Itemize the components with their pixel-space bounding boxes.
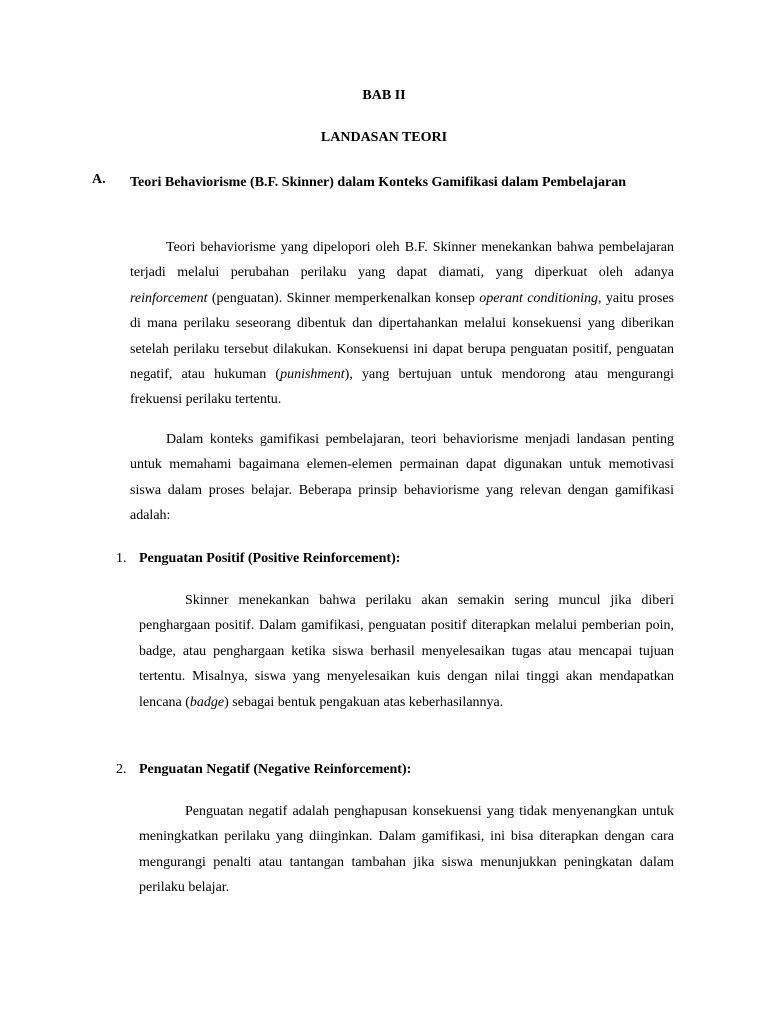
list-item-1-text-2: ) sebagai bentuk pengakuan atas keberhasilannya.	[224, 694, 504, 710]
list-item-1-emphasis-1: badge	[189, 694, 225, 710]
list-item-1-number: 1.	[116, 551, 127, 566]
paragraph-1-text-3: , yaitu proses di mana perilaku seseorang dibentuk dan dipertahankan melalui konsekuensi yang diberikan setelah perilaku tersebut dilakukan. Konsekuensi ini dapat berupa penguatan positif, penguatan negatif, atau hukuman (	[130, 290, 674, 383]
paragraph-1-emphasis-2: operant conditioning	[479, 290, 598, 306]
paragraph-1-emphasis-1: reinforcement	[130, 290, 208, 306]
paragraph-1-emphasis-3: punishment	[280, 367, 345, 383]
list-item-1-paragraph	[139, 588, 674, 715]
chapter-number: BAB II	[362, 88, 406, 103]
paragraph-1-text-1: Teori behaviorisme yang dipelopori oleh B.F. Skinner menekankan bahwa pembelajaran terjadi melalui perubahan perilaku yang dapat diamati, yang diperkuat oleh adanya	[130, 240, 674, 281]
paragraph-1-text-2: (penguatan). Skinner memperkenalkan konsep	[207, 290, 480, 306]
list-item-2-number: 2.	[116, 762, 127, 777]
list-item-1-text-1: Skinner menekankan bahwa perilaku akan semakin sering muncul jika diberi penghargaan positif. Dalam gamifikasi, penguatan positif diterapkan melalui pemberian poin, badge, atau penghargaan ketika siswa berhasil menyelesaikan tugas atau mencapai tujuan tertentu. Misalnya, siswa yang menyelesaikan kuis dengan nilai tinggi akan mendapatkan lencana (	[139, 593, 674, 710]
paragraph-1	[130, 235, 674, 413]
list-item-2-text-1: Penguatan negatif adalah penghapusan konsekuensi yang tidak menyenangkan untuk meningkatkan perilaku yang diinginkan. Dalam gamifikasi, ini bisa diterapkan dengan cara mengurangi penalti atau tantangan tambahan jika siswa menunjukkan peningkatan dalam perilaku belajar.	[139, 804, 674, 896]
chapter-title: LANDASAN TEORI	[320, 130, 448, 145]
paragraph-2-text: Dalam konteks gamifikasi pembelajaran, teori behaviorisme menjadi landasan penting untuk memahami bagaimana elemen-elemen permainan dapat digunakan untuk memotivasi siswa dalam proses belajar. Beberapa prinsip behaviorisme yang relevan dengan gamifikasi adalah:	[130, 432, 674, 524]
list-item-2-title: Penguatan Negatif (Negative Reinforcement):	[139, 762, 412, 777]
paragraph-1-text-4: ), yang bertujuan untuk mendorong atau mengurangi frekuensi perilaku tertentu.	[130, 367, 675, 408]
list-item-1-title: Penguatan Positif (Positive Reinforcement):	[139, 551, 401, 566]
section-title: Teori Behaviorisme (B.F. Skinner) dalam Konteks Gamifikasi dalam Pembelajaran	[130, 175, 626, 190]
section-letter: A.	[92, 172, 106, 187]
list-item-2-paragraph	[139, 799, 674, 901]
paragraph-2	[130, 427, 674, 529]
